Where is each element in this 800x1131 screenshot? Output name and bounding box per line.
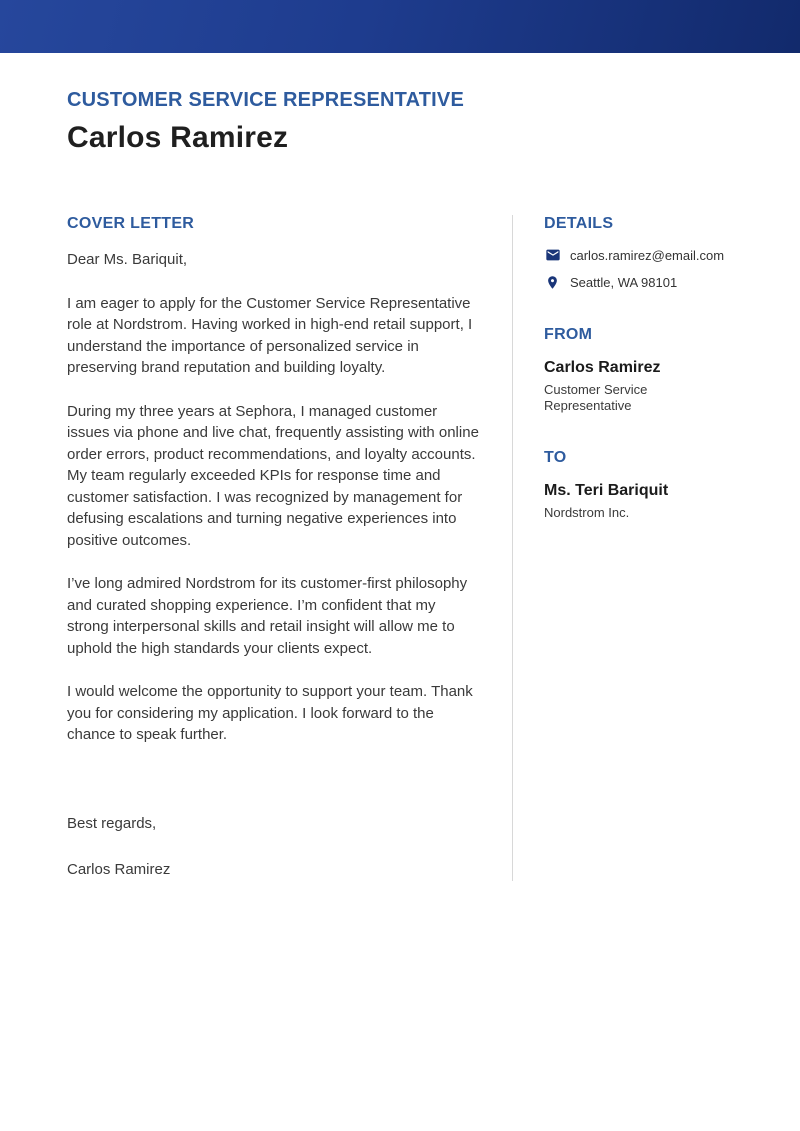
map-pin-icon	[544, 274, 561, 291]
salutation: Dear Ms. Bariquit,	[67, 251, 188, 268]
email-value: carlos.ramirez@email.com	[570, 247, 725, 263]
paragraph-4: I would welcome the opportunity to support your team. Thank you for considering my application. I look forward to the chance to speak further.	[67, 683, 473, 743]
closing: Best regards,	[67, 814, 157, 832]
document-header	[67, 89, 733, 155]
email-row	[544, 247, 733, 263]
content-columns	[67, 215, 733, 881]
from-name: Carlos Ramirez	[544, 359, 661, 376]
envelope-icon	[544, 247, 561, 263]
location-row	[544, 274, 733, 291]
details-heading: DETAILS	[544, 215, 614, 232]
paragraph-3: I’ve long admired Nordstrom for its customer-first philosophy and curated shopping experience. I’m confident that my strong interpersonal skills and retail insight will allow me to uphold the high standards your clients expect.	[67, 575, 468, 657]
paragraph-2: During my three years at Sephora, I managed customer issues via phone and live chat, frequently assisting with online order errors, product recommendations, and loyalty accounts. My team regularly exceeded KPIs for response time and customer satisfaction. I was recognized by management for defusing escalations and turning negative experiences into positive outcomes.	[67, 402, 479, 549]
signature: Carlos Ramirez	[67, 861, 171, 878]
from-role: Customer Service Representative	[544, 382, 648, 413]
paragraph-1: I am eager to apply for the Customer Service Representative role at Nordstrom. Having worked in high-end retail support, I understand the importance of personalized service in preserving brand reputation and building loyalty.	[67, 294, 473, 376]
person-name: Carlos Ramirez	[67, 121, 289, 154]
cover-letter-heading: COVER LETTER	[67, 215, 195, 232]
job-title: CUSTOMER SERVICE REPRESENTATIVE	[67, 89, 465, 111]
header-banner	[0, 0, 800, 53]
sidebar	[513, 215, 733, 881]
location-value: Seattle, WA 98101	[570, 275, 678, 290]
from-heading: FROM	[544, 326, 593, 343]
cover-letter-section	[67, 215, 481, 881]
to-company: Nordstrom Inc.	[544, 505, 630, 520]
to-heading: TO	[544, 449, 567, 466]
to-name: Ms. Teri Bariquit	[544, 482, 669, 499]
